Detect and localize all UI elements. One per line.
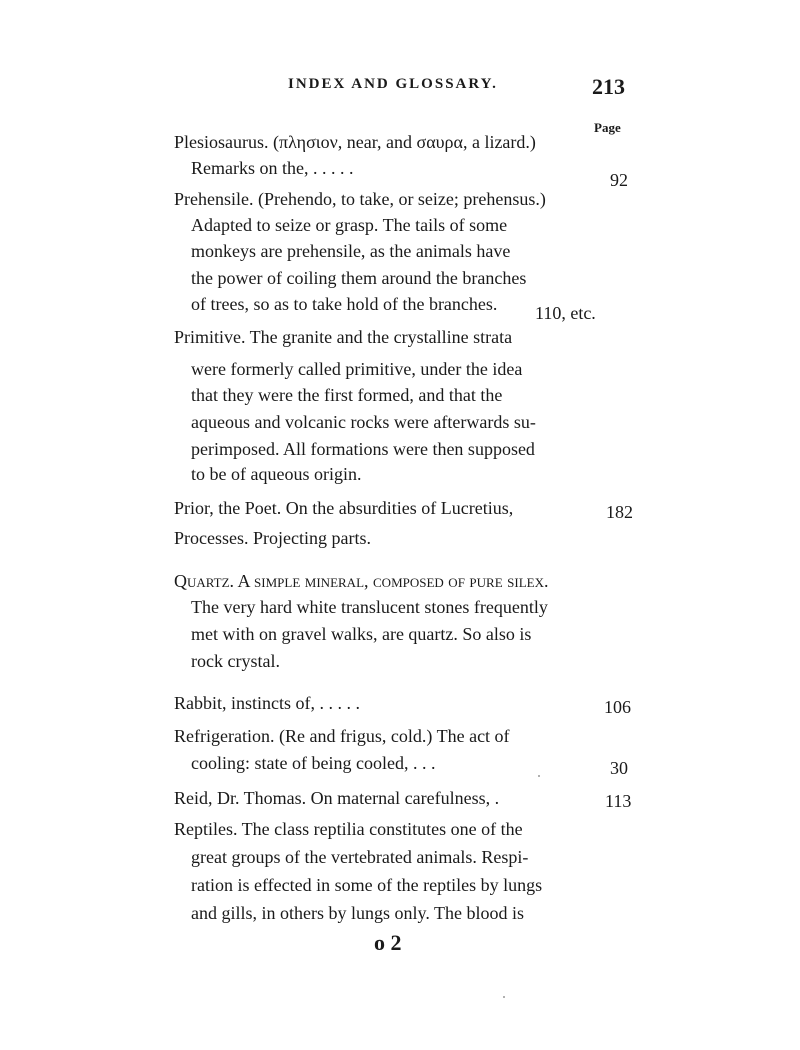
entry-line: perimposed. All formations were then supposed — [191, 439, 535, 459]
entry-line: Prehensile. (Prehendo, to take, or seize; prehensus.) — [174, 189, 546, 209]
entry-line: The very hard white translucent stones frequently — [191, 597, 548, 617]
entry-line: to be of aqueous origin. — [191, 464, 362, 484]
entry-line: met with on gravel walks, are quartz. So also is — [191, 624, 532, 644]
signature-mark: o 2 — [374, 930, 402, 955]
entry-line: Quartz. A simple mineral, composed of pure silex. — [174, 571, 549, 591]
entry-line: rock crystal. — [191, 651, 280, 671]
entry-line: Plesiosaurus. (πλησιον, near, and σαυρα, a lizard.) — [174, 132, 536, 152]
paper-speck — [503, 996, 505, 998]
page-column-label: Page — [594, 120, 621, 135]
entry-line: monkeys are prehensile, as the animals have — [191, 241, 511, 261]
entry-line: aqueous and volcanic rocks were afterwards su- — [191, 412, 536, 432]
entry-line: Remarks on the, . . . . . — [191, 158, 354, 178]
paper-speck — [538, 775, 540, 777]
page-ref: 106 — [604, 697, 631, 717]
page-ref: 182 — [606, 502, 633, 522]
page-ref: 30 — [610, 758, 628, 778]
entry-line: ration is effected in some of the reptiles by lungs — [191, 875, 543, 895]
entry-line: Rabbit, instincts of, . . . . . — [174, 693, 360, 713]
page-ref: 113 — [605, 791, 632, 811]
entry-line: of trees, so as to take hold of the branches. — [191, 294, 498, 314]
entry-line: cooling: state of being cooled, . . . — [191, 753, 436, 773]
entry-line: Primitive. The granite and the crystalline strata — [174, 327, 513, 347]
entry-line: Reid, Dr. Thomas. On maternal carefulness, . — [174, 788, 500, 808]
running-title: INDEX AND GLOSSARY. — [288, 76, 498, 92]
entry-line: were formerly called primitive, under the idea — [191, 359, 523, 379]
page-ref: 92 — [610, 170, 628, 190]
entry-line: Adapted to seize or grasp. The tails of some — [191, 215, 508, 235]
entry-line: that they were the first formed, and that the — [191, 385, 503, 405]
entry-line: Prior, the Poet. On the absurdities of Lucretius, — [174, 498, 514, 518]
page-ref: 110, etc. — [535, 303, 596, 323]
entry-line: Processes. Projecting parts. — [174, 528, 371, 548]
entry-line: Refrigeration. (Re and frigus, cold.) The act of — [174, 726, 510, 746]
entry-line: great groups of the vertebrated animals. Respi- — [191, 847, 529, 867]
entry-line: Reptiles. The class reptilia constitutes one of the — [174, 819, 523, 839]
entry-line: the power of coiling them around the branches — [191, 268, 527, 288]
page-number: 213 — [592, 74, 625, 99]
entry-line: and gills, in others by lungs only. The blood is — [191, 903, 524, 923]
